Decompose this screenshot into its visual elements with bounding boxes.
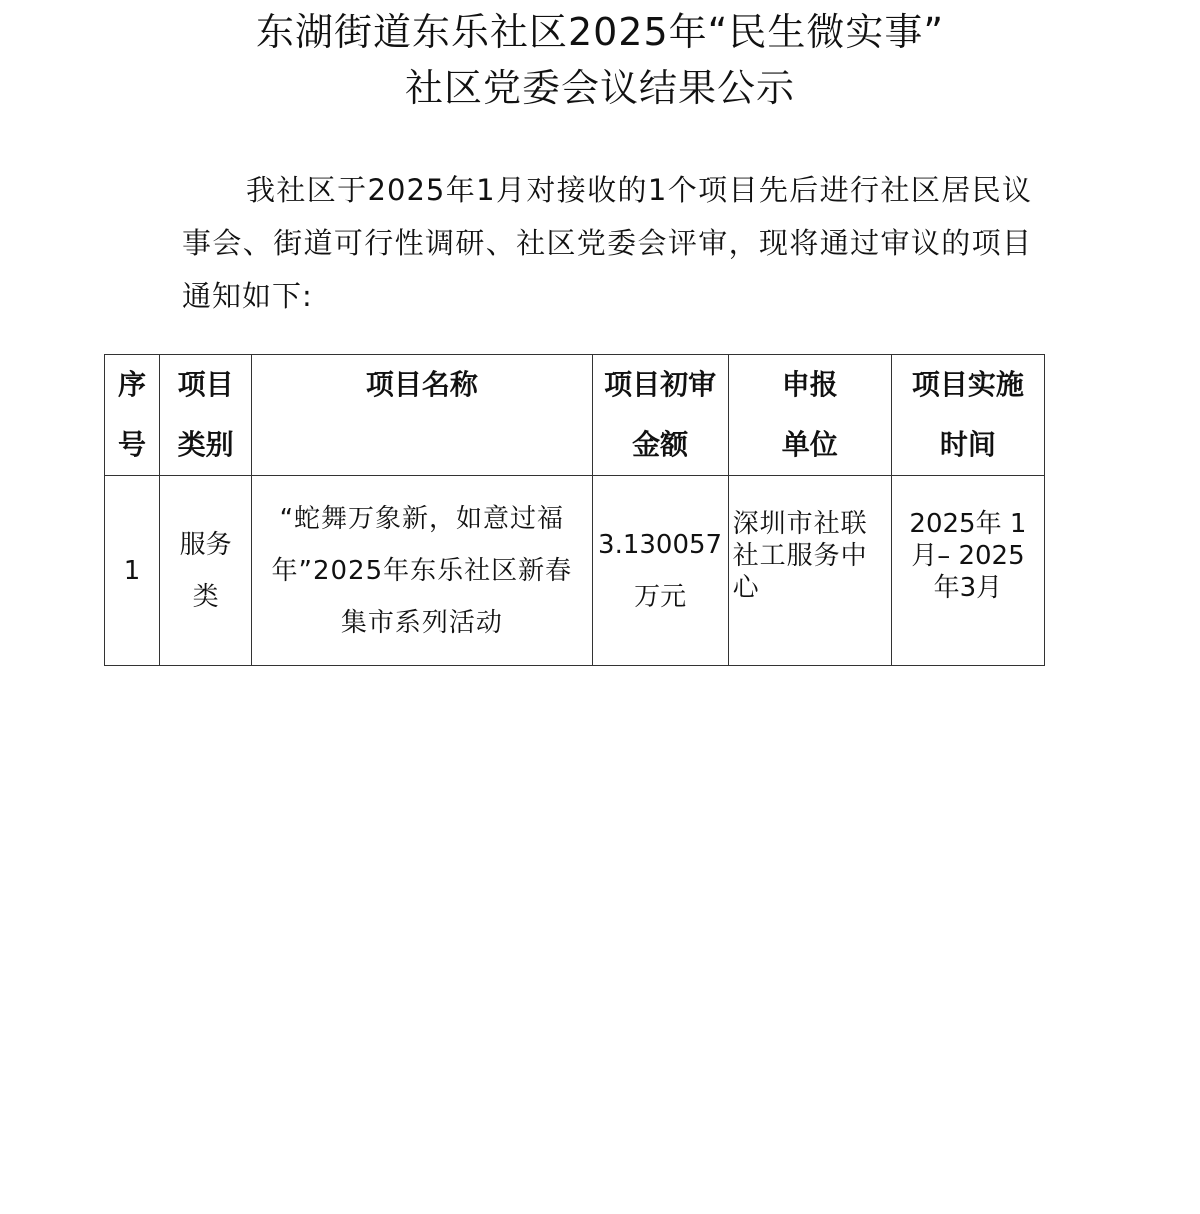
cell-category: 服务 类 [160, 476, 252, 666]
cell-amount: 3.130057 万元 [592, 476, 728, 666]
header-org: 申报 单位 [728, 355, 891, 476]
title-line-2: 社区党委会议结果公示 [404, 66, 795, 110]
header-time: 项目实施 时间 [891, 355, 1044, 476]
projects-table [104, 354, 1045, 666]
table-header-row [105, 355, 1045, 476]
page-title [0, 4, 1200, 116]
table-row [105, 476, 1045, 666]
title-line-1: 东湖街道东乐社区2025年“民生微实事” [255, 10, 945, 54]
header-category: 项目 类别 [160, 355, 252, 476]
cell-time: 2025年 1 月– 2025 年3月 [891, 476, 1044, 666]
header-amount: 项目初审 金额 [592, 355, 728, 476]
cell-project-name: “蛇舞万象新，如意过福年”2025年东乐社区新春集市系列活动 [252, 476, 592, 666]
intro-paragraph: 我社区于2025年1月对接收的1个项目先后进行社区居民议事会、街道可行性调研、社区党委会评审，现将通过审议的项目通知如下: [182, 173, 1032, 313]
header-name: 项目名称 [252, 355, 592, 476]
cell-org: 深圳市社联社工服务中心 [728, 476, 891, 666]
header-seq: 序 号 [105, 355, 160, 476]
cell-seq: 1 [105, 476, 160, 666]
